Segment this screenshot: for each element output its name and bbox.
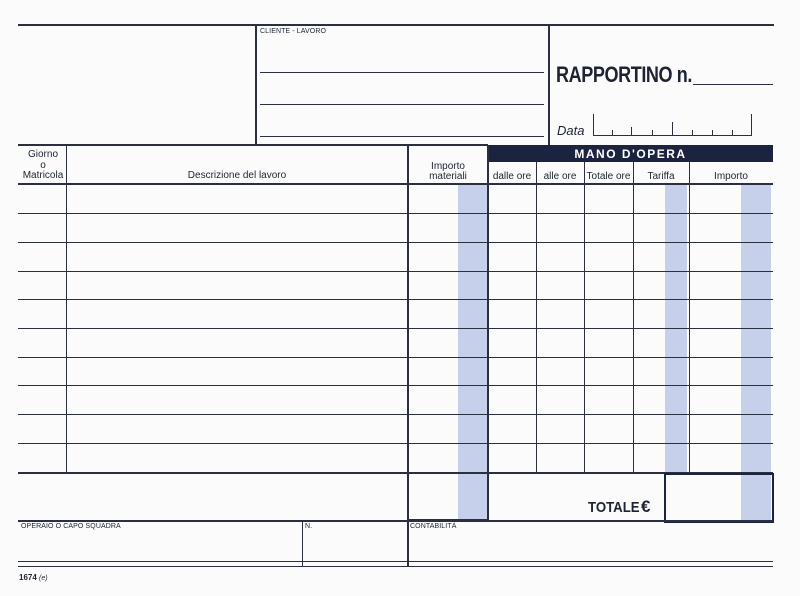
table-top-border [18,144,488,146]
col-o-label: o [40,160,46,171]
client-field-1[interactable] [260,56,544,72]
client-field-2[interactable] [260,88,544,104]
footer-divider-n [302,520,303,567]
date-box-left [593,114,594,136]
col-tariffa-label: Tariffa [647,171,675,182]
col-matricola-label: Matricola [22,170,64,181]
client-line-2 [260,104,544,105]
euro-icon: € [641,497,651,516]
footer-top-line [18,520,773,522]
row-fill-area[interactable] [18,184,773,472]
date-tick [631,127,632,135]
header-divider-2 [548,24,550,145]
date-tick [672,122,673,135]
form-code-number: 1674 [19,573,37,582]
date-tick [732,130,733,135]
col-alle-ore-label: alle ore [543,171,577,182]
col-importo-label: Importo [714,171,748,182]
form-code-suffix: (e) [39,575,48,582]
footer-line-1 [18,561,773,562]
form-code [19,573,48,582]
contabilita-field[interactable] [410,534,772,560]
date-tick [712,130,713,135]
date-tick [612,130,613,135]
date-tick [652,130,653,135]
col-totale-ore-label: Totale ore [586,171,631,182]
totale-label: TOTALE [588,499,640,516]
col-importo-materiali-label-1: Importo [431,161,465,172]
operaio-field[interactable] [20,534,300,560]
rapportino-number-line [693,84,773,85]
client-line-3 [260,136,544,137]
client-label: CLIENTE - LAVORO [260,28,327,35]
date-box-right [751,114,752,136]
table-row [18,472,773,474]
operaio-label: OPERAIO O CAPO SQUADRA [21,523,121,530]
col-giorno-label: Giorno [27,149,58,160]
col-descrizione-label: Descrizione del lavoro [187,170,287,181]
client-field-3[interactable] [260,120,544,136]
date-box-bottom [593,135,752,136]
n-label: N. [305,523,313,530]
col-importo-materiali-label-2: materiali [429,171,467,182]
totale-box[interactable] [664,473,774,523]
page-title: RAPPORTINO n. [556,62,692,87]
n-field[interactable] [305,534,405,560]
mano-opera-title: MANO D'OPERA [574,147,687,161]
header-divider-1 [255,24,257,145]
client-line-1 [260,72,544,73]
top-border [18,24,774,26]
contabilita-label: CONTABILITÀ [410,523,457,530]
col-dalle-ore-label: dalle ore [492,171,532,182]
footer-line-2 [18,566,773,567]
date-label: Data [557,123,585,138]
date-tick [692,130,693,135]
rapportino-number-field[interactable] [693,68,773,84]
